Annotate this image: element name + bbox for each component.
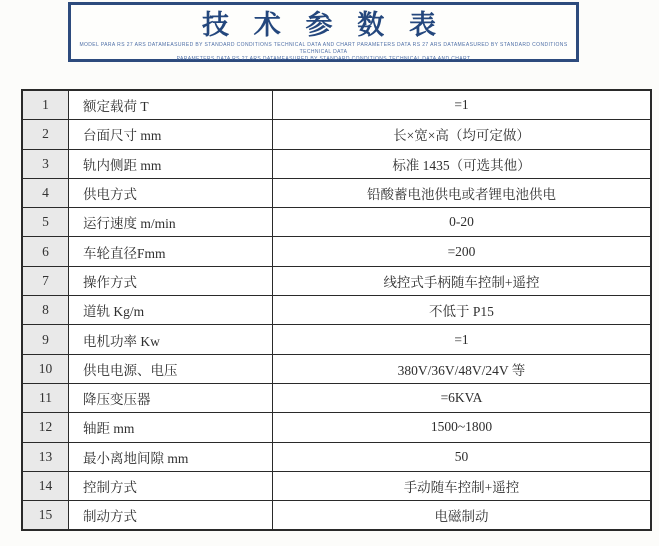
row-number: 1 <box>22 90 69 120</box>
param-value: 0-20 <box>273 208 652 237</box>
params-table-body <box>22 90 651 530</box>
param-name: 台面尺寸 mm <box>69 120 273 149</box>
row-number: 10 <box>22 354 69 383</box>
param-value: 1500~1800 <box>273 413 652 442</box>
table-row <box>22 442 651 471</box>
table-row <box>22 178 651 207</box>
param-value: 电磁制动 <box>273 501 652 531</box>
row-number: 11 <box>22 383 69 412</box>
param-name: 供电电源、电压 <box>69 354 273 383</box>
param-name: 操作方式 <box>69 266 273 295</box>
param-name: 轨内侧距 mm <box>69 149 273 178</box>
param-value: 不低于 P15 <box>273 296 652 325</box>
row-number: 13 <box>22 442 69 471</box>
row-number: 6 <box>22 237 69 266</box>
param-name: 额定载荷 T <box>69 90 273 120</box>
table-row <box>22 354 651 383</box>
table-row <box>22 471 651 500</box>
row-number: 4 <box>22 178 69 207</box>
table-row <box>22 266 651 295</box>
row-number: 14 <box>22 471 69 500</box>
table-row <box>22 413 651 442</box>
param-value: 手动随车控制+遥控 <box>273 471 652 500</box>
param-value: 380V/36V/48V/24V 等 <box>273 354 652 383</box>
param-value: =1 <box>273 90 652 120</box>
row-number: 3 <box>22 149 69 178</box>
fine-print-line-1: MODEL PARA RS 27 ARS DATAMEASURED BY STANDARD CONDITIONS TECHNICAL DATA AND CHART PARAMETERS DATA RS 27 ARS DATAMEASURED BY STANDARD CONDITIONS TECHNICAL DATA <box>79 42 568 55</box>
header-box <box>68 2 579 62</box>
table-row <box>22 149 651 178</box>
param-value: =1 <box>273 325 652 354</box>
param-name: 最小离地间隙 mm <box>69 442 273 471</box>
table-row <box>22 383 651 412</box>
param-name: 制动方式 <box>69 501 273 531</box>
fine-print-line-2: PARAMETERS DATA RS 27 ARS DATAMEASURED BY STANDARD CONDITIONS TECHNICAL DATA AND CHART <box>176 56 471 62</box>
row-number: 15 <box>22 501 69 531</box>
row-number: 9 <box>22 325 69 354</box>
param-name: 车轮直径Fmm <box>69 237 273 266</box>
param-value: 铅酸蓄电池供电或者锂电池供电 <box>273 178 652 207</box>
row-number: 7 <box>22 266 69 295</box>
table-row <box>22 501 651 531</box>
param-value: 线控式手柄随车控制+遥控 <box>273 266 652 295</box>
table-row <box>22 325 651 354</box>
table-row <box>22 120 651 149</box>
param-name: 控制方式 <box>69 471 273 500</box>
table-row <box>22 90 651 120</box>
param-name: 运行速度 m/min <box>69 208 273 237</box>
param-value: =6KVA <box>273 383 652 412</box>
param-value: =200 <box>273 237 652 266</box>
param-name: 电机功率 Kw <box>69 325 273 354</box>
param-name: 轴距 mm <box>69 413 273 442</box>
param-value: 标准 1435（可选其他） <box>273 149 652 178</box>
technical-parameters-table <box>21 89 652 531</box>
row-number: 5 <box>22 208 69 237</box>
table-row <box>22 237 651 266</box>
page-title: 技 术 参 数 表 <box>202 10 445 40</box>
param-name: 供电方式 <box>69 178 273 207</box>
table-row <box>22 208 651 237</box>
row-number: 8 <box>22 296 69 325</box>
param-value: 长×宽×高（均可定做） <box>273 120 652 149</box>
param-name: 道轨 Kg/m <box>69 296 273 325</box>
table-row <box>22 296 651 325</box>
row-number: 2 <box>22 120 69 149</box>
row-number: 12 <box>22 413 69 442</box>
param-name: 降压变压器 <box>69 383 273 412</box>
param-value: 50 <box>273 442 652 471</box>
